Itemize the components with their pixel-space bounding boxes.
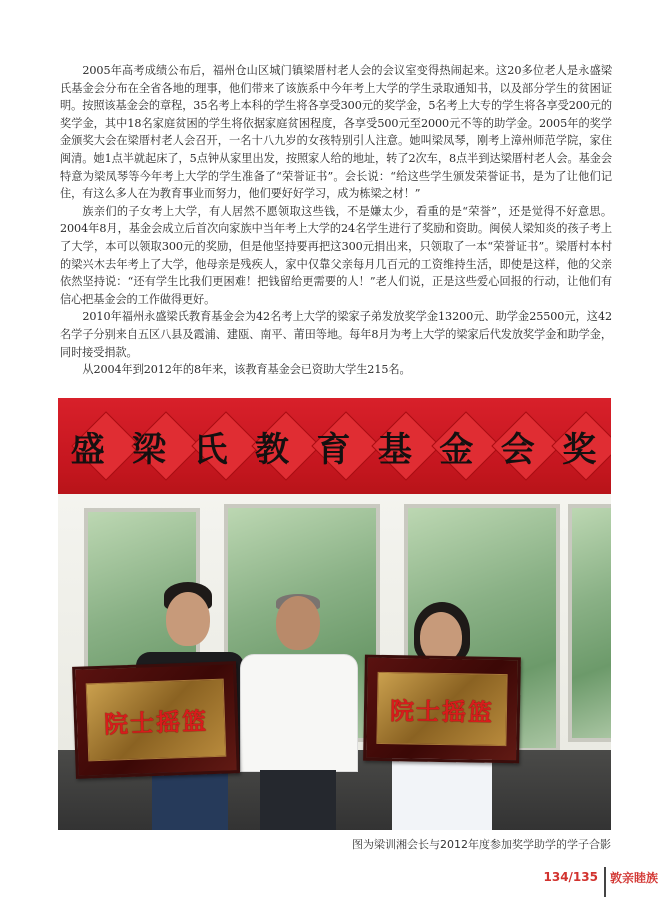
banner-char: 金 <box>439 429 476 470</box>
banner-char: 会 <box>500 429 537 470</box>
section-title: 敦亲睦族 <box>609 870 658 885</box>
face <box>276 596 320 650</box>
paragraph-3: 2010年福州永盛梁氏教育基金会为42名考上大学的梁家子弟发放奖学金13200元、助学金25500元，这42名学子分别来自五区八县及霞浦、建瓯、南平、莆田等地。每年8月为考上大学的梁家后代发放奖学金和助学金，同时接受捐款。 <box>60 310 612 359</box>
banner-char: 基 <box>377 429 414 470</box>
paragraph-2: 族亲们的子女考上大学，有人居然不愿领取这些钱，不是嫌太少，看重的是“荣誉”，还是觉得不好意思。2004年8月，基金会成立后首次向家族中当年考上大学的24名学生进行了奖励和资助。闽侯人梁知炎的孩子考上了大学，本可以领取300元的奖励，但是他坚持要再把这300元捐出来，只领取了一本“荣誉证书”。梁厝村本村的梁兴木去年考上了大学，他母亲是残疾人，家中仅靠父亲每月几百元的工资维持生活，即使是这样，他的父亲依然坚持说：“还有学生比我们更困难！把钱留给更需要的人！”老人们说，正是这些爱心回报的行动，让他们有信心把基金会的工作做得更好。 <box>60 204 612 306</box>
banner-char: 奖 <box>562 429 599 470</box>
face <box>420 612 462 662</box>
face <box>166 592 210 646</box>
footer-divider <box>604 867 606 897</box>
paragraph-4: 从2004年到2012年的8年来，该教育基金会已资助大学生215名。 <box>82 363 411 377</box>
banner-char: 盛 <box>70 429 107 470</box>
group-photo <box>58 398 611 830</box>
paragraph-1: 2005年高考成绩公布后，福州仓山区城门镇梁厝村老人会的会议室变得热闹起来。这20多位老人是永盛梁氏基金会分布在全省各地的理事，他们带来了该族系中今年考上大学的学生录取通知书，以及部分学生的贫困证明。按照该基金会的章程，35名考上本科的学生将各享受300元的奖学金，5名考上大专的学生将各享受200元的奖学金，其中18名家庭贫困的学生将依据家庭贫困程度，各享受500元至2000元不等的助学金。2005年的奖学金颁奖大会在梁厝村老人会召开，一名十八九岁的女孩特别引人注意。她叫梁凤琴，刚考上漳州师范学院，家住闽清。她1点半就起床了，5点钟从家里出发，按照家人给的地址，转了2次车，8点半到达梁厝村老人会。基金会特意为梁凤琴等今年考上大学的学生准备了“荣誉证书”。会长说：“给这些学生颁发荣誉证书，是为了让他们记住，有这么多人在为教育事业而努力，他们要好好学习，成为栋梁之材！” <box>60 64 612 201</box>
banner-text <box>58 420 611 472</box>
banner-char: 梁 <box>132 429 169 470</box>
window-edge <box>568 504 611 742</box>
photo-caption: 图为梁训湘会长与2012年度参加奖学助学的学子合影 <box>352 838 611 851</box>
article-body <box>60 62 612 379</box>
award-banner <box>58 398 611 494</box>
plaque-right-text: 院士摇篮 <box>389 695 495 727</box>
elder-center <box>238 586 358 830</box>
plaque-left-text: 院士摇篮 <box>103 705 209 739</box>
banner-char: 教 <box>255 429 292 470</box>
plaque-right <box>363 655 521 764</box>
page-footer <box>544 867 666 887</box>
banner-char: 氏 <box>193 429 230 470</box>
banner-char: 育 <box>316 429 353 470</box>
page-numbers: 134/135 <box>543 870 598 884</box>
plaque-left <box>72 661 240 779</box>
